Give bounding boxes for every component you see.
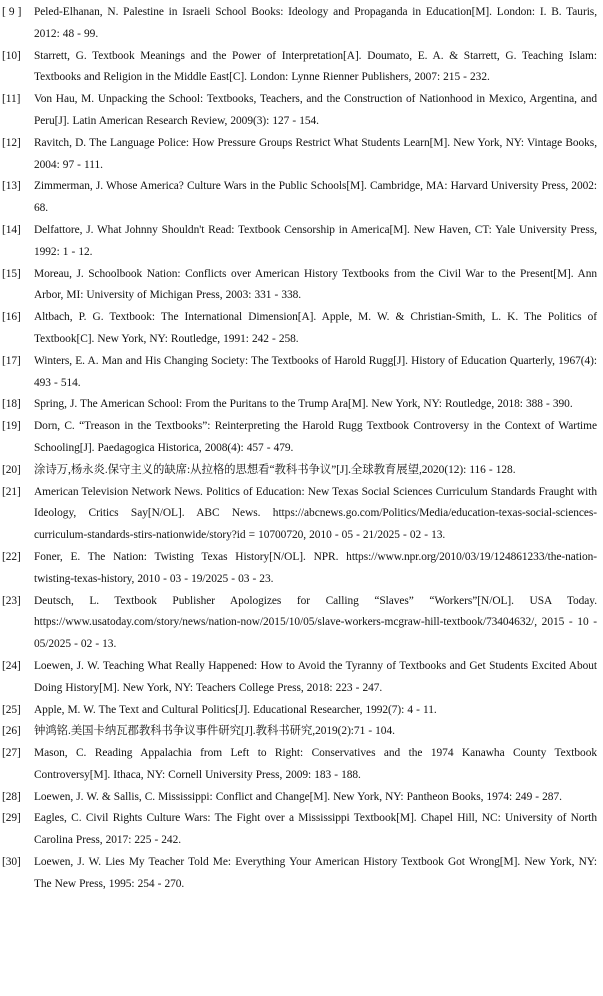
reference-item-25 [0,700,603,722]
reference-number: [30] [2,856,21,869]
reference-item-22 [0,547,603,591]
reference-text: Delfattore, J. What Johnny Shouldn't Read: Textbook Censorship in America[M]. New Haven, CT: Yale University Press, 1992: 1 - 12. [34,223,597,258]
reference-text: 涂诗万,杨永炎.保守主义的缺席:从拉格的思想看“教科书争议”[J].全球教育展望,2020(12): 116 - 128. [34,463,516,476]
reference-item-20 [0,460,603,482]
reference-number: [ 9 ] [2,6,22,18]
reference-text: Peled-Elhanan, N. Palestine in Israeli School Books: Ideology and Propaganda in Education[M]. London: I. B. Tauris, 2012: 48 - 99. [34,6,597,40]
reference-text: Loewen, J. W. Teaching What Really Happened: How to Avoid the Tyranny of Textbooks and Get Students Excited About Doing History[M]. New York, NY: Teachers College Press, 2018: 223 - 247. [34,659,597,694]
reference-number: [14] [2,223,21,236]
reference-text: Mason, C. Reading Appalachia from Left to Right: Conservatives and the 1974 Kanawha County Textbook Controversy[M]. Ithaca, NY: Cornell University Press, 2009: 183 - 188. [34,747,597,781]
reference-item-26 [0,721,603,743]
reference-item-30 [0,852,603,896]
reference-item-10 [0,46,603,90]
reference-item-24 [0,656,603,700]
reference-item-9 [0,2,603,46]
reference-text: Moreau, J. Schoolbook Nation: Conflicts over American History Textbooks from the Civil War to the Present[M]. Ann Arbor, MI: University of Michigan Press, 2003: 331 - 338. [34,267,597,302]
reference-number: [15] [2,267,21,280]
reference-number: [22] [2,550,21,563]
reference-number: [18] [2,398,21,411]
reference-item-15 [0,264,603,308]
reference-text: Loewen, J. W. Lies My Teacher Told Me: Everything Your American History Textbook Got Wrong[M]. New York, NY: The New Press, 1995: 254 - 270. [34,856,597,890]
reference-list [0,2,603,896]
reference-number: [21] [2,485,21,498]
reference-number: [27] [2,747,21,760]
reference-number: [29] [2,812,21,825]
reference-number: [11] [2,93,21,106]
reference-number: [19] [2,420,21,433]
reference-item-13 [0,176,603,220]
reference-text: Eagles, C. Civil Rights Culture Wars: The Fight over a Mississippi Textbook[M]. Chapel Hill, NC: University of North Carolina Press, 2017: 225 - 242. [34,812,597,847]
reference-item-14 [0,220,603,264]
reference-number: [17] [2,354,21,367]
reference-text: Ravitch, D. The Language Police: How Pressure Groups Restrict What Students Learn[M]. New York, NY: Vintage Books, 2004: 97 - 111. [34,136,597,171]
reference-text: Von Hau, M. Unpacking the School: Textbooks, Teachers, and the Construction of Nationhood in Mexico, Argentina, and Peru[J]. Latin American Research Review, 2009(3): 127 - 154. [34,93,597,127]
reference-number: [10] [2,49,21,62]
reference-text: Apple, M. W. The Text and Cultural Politics[J]. Educational Researcher, 1992(7): 4 - 11. [34,703,437,716]
reference-item-23 [0,591,603,656]
reference-item-29 [0,808,603,852]
reference-text: Starrett, G. Textbook Meanings and the Power of Interpretation[A]. Doumato, E. A. & Starrett, G. Teaching Islam: Textbooks and Religion in the Middle East[C]. London: Lynne Rienner Publishers, 2007: 215 - 232. [34,49,597,84]
reference-number: [25] [2,703,21,716]
reference-item-28 [0,787,603,809]
reference-item-18 [0,394,603,416]
reference-number: [12] [2,136,21,149]
reference-item-12 [0,133,603,177]
reference-text: American Television Network News. Politics of Education: New Texas Social Sciences Curriculum Standards Fraught with Ideology, Critics Say[N/OL]. ABC News. https://abcnews.go.com/Politics/Media/education-texas-social-sciences-curriculum-standards-stirs-nationwide/story?id = 10700720, 2010 - 05 - 21/2025 - 02 - 13. [34,485,597,542]
reference-item-21 [0,482,603,547]
reference-text: Zimmerman, J. Whose America? Culture Wars in the Public Schools[M]. Cambridge, MA: Harvard University Press, 2002: 68. [34,180,597,215]
reference-number: [28] [2,790,21,803]
reference-item-27 [0,743,603,787]
reference-text: Loewen, J. W. & Sallis, C. Mississippi: Conflict and Change[M]. New York, NY: Pantheon Books, 1974: 249 - 287. [34,790,562,803]
reference-text: Deutsch, L. Textbook Publisher Apologizes for Calling “Slaves” “Workers”[N/OL]. USA Today. https://www.usatoday.com/story/news/nation-now/2015/10/05/slave-workers-mcgraw-hill-textbook/73404632/, 2015 - 10 - 05/2025 - 02 - 13. [34,594,597,651]
reference-number: [16] [2,311,21,324]
reference-number: [13] [2,180,21,193]
reference-item-17 [0,351,603,395]
reference-text: Foner, E. The Nation: Twisting Texas History[N/OL]. NPR. https://www.npr.org/2010/03/19/124861233/the-nation-twisting-texas-history, 2010 - 03 - 19/2025 - 03 - 23. [34,550,597,585]
reference-number: [23] [2,594,21,607]
reference-text: Dorn, C. “Treason in the Textbooks”: Reinterpreting the Harold Rugg Textbook Controversy in the Context of Wartime Schooling[J]. Paedagogica Historica, 2008(4): 457 - 479. [34,420,597,454]
reference-item-19 [0,416,603,460]
reference-number: [26] [2,725,21,738]
reference-number: [24] [2,659,21,672]
reference-number: [20] [2,463,21,476]
reference-text: Spring, J. The American School: From the Puritans to the Trump Ara[M]. New York, NY: Routledge, 2018: 388 - 390. [34,398,573,411]
reference-item-16 [0,307,603,351]
reference-text: 钟鸿铭.美国卡纳瓦郡教科书争议事件研究[J].教科书研究,2019(2):71 - 104. [34,725,395,738]
reference-text: Winters, E. A. Man and His Changing Society: The Textbooks of Harold Rugg[J]. History of Education Quarterly, 1967(4): 493 - 514. [34,354,597,389]
reference-item-11 [0,89,603,133]
reference-text: Altbach, P. G. Textbook: The International Dimension[A]. Apple, M. W. & Christian-Smith, L. K. The Politics of Textbook[C]. New York, NY: Routledge, 1991: 242 - 258. [34,311,597,345]
